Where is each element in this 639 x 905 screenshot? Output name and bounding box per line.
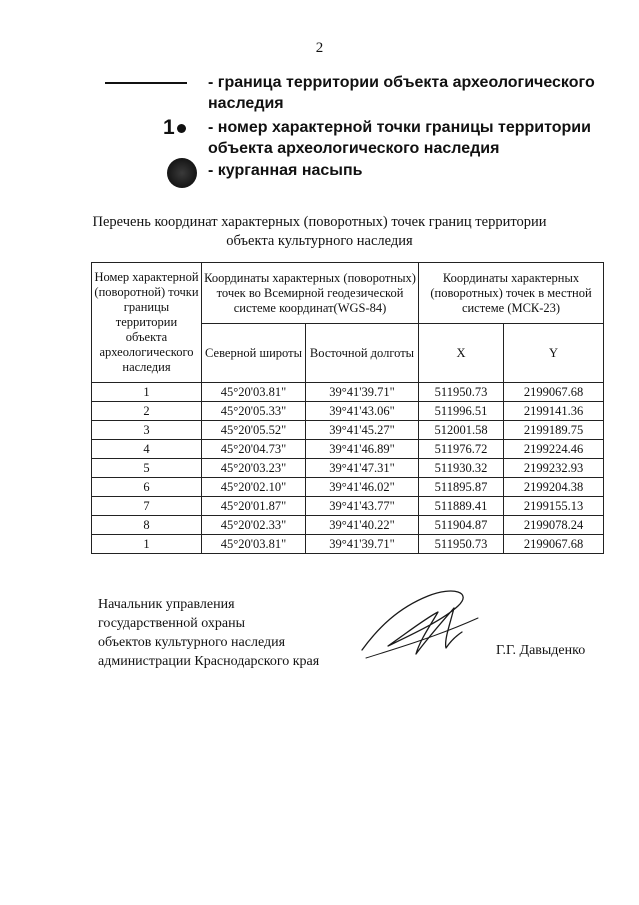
table-row <box>92 459 604 478</box>
cell-point: 1 <box>92 383 202 402</box>
cell-y: 2199224.46 <box>504 440 604 459</box>
cell-point: 4 <box>92 440 202 459</box>
cell-point: 5 <box>92 459 202 478</box>
cell-x: 511950.73 <box>419 535 504 554</box>
cell-y: 2199155.13 <box>504 497 604 516</box>
header-wgs: Координаты характерных (поворотных) точек во Всемирной геодезической системе координат(WGS-84) <box>202 263 419 324</box>
cell-lon: 39°41'46.02" <box>306 478 419 497</box>
table-caption <box>60 213 579 251</box>
cell-lat: 45°20'05.33" <box>202 402 306 421</box>
cell-lon: 39°41'46.89" <box>306 440 419 459</box>
cell-x: 511889.41 <box>419 497 504 516</box>
official-title-line-1: Начальник управления <box>98 597 235 612</box>
cell-x: 511976.72 <box>419 440 504 459</box>
cell-lon: 39°41'40.22" <box>306 516 419 535</box>
official-title-block <box>98 595 319 671</box>
page-number: 2 <box>315 40 324 56</box>
cell-x: 511950.73 <box>419 383 504 402</box>
table-row <box>92 402 604 421</box>
header-y: Y <box>504 324 604 383</box>
cell-y: 2199078.24 <box>504 516 604 535</box>
official-title-line-2: государственной охраны <box>98 616 246 631</box>
cell-lon: 39°41'39.71" <box>306 383 419 402</box>
cell-lat: 45°20'01.87" <box>202 497 306 516</box>
cell-y: 2199141.36 <box>504 402 604 421</box>
legend-point-text: - номер характерной точки границы территории объекта археологического наследия <box>208 119 591 157</box>
cell-y: 2199204.38 <box>504 478 604 497</box>
point-number-icon <box>163 117 203 139</box>
cell-lon: 39°41'39.71" <box>306 535 419 554</box>
table-row <box>92 440 604 459</box>
cell-point: 1 <box>92 535 202 554</box>
table-row <box>92 535 604 554</box>
cell-lon: 39°41'43.06" <box>306 402 419 421</box>
cell-point: 3 <box>92 421 202 440</box>
cell-point: 7 <box>92 497 202 516</box>
cell-lon: 39°41'47.31" <box>306 459 419 478</box>
cell-point: 6 <box>92 478 202 497</box>
cell-point: 2 <box>92 402 202 421</box>
table-row <box>92 383 604 402</box>
cell-x: 511930.32 <box>419 459 504 478</box>
cell-y: 2199189.75 <box>504 421 604 440</box>
cell-y: 2199067.68 <box>504 535 604 554</box>
cell-x: 511895.87 <box>419 478 504 497</box>
official-title-line-4: администрации Краснодарского края <box>98 654 320 669</box>
table-row <box>92 516 604 535</box>
cell-lon: 39°41'43.77" <box>306 497 419 516</box>
point-number-digit: 1 <box>163 116 175 139</box>
handwritten-signature <box>358 588 488 666</box>
legend-mound-text: - курганная насыпь <box>208 162 363 179</box>
table-row <box>92 497 604 516</box>
point-dot-icon <box>177 124 186 133</box>
cell-lat: 45°20'05.52" <box>202 421 306 440</box>
header-longitude: Восточной долготы <box>306 324 419 383</box>
cell-x: 511996.51 <box>419 402 504 421</box>
cell-lat: 45°20'02.33" <box>202 516 306 535</box>
table-row <box>92 421 604 440</box>
cell-lat: 45°20'02.10" <box>202 478 306 497</box>
header-point-number: Номер характерной (поворотной) точки границы территории объекта археологического наследия <box>92 263 202 383</box>
official-title-line-3: объектов культурного наследия <box>98 635 286 650</box>
cell-x: 511904.87 <box>419 516 504 535</box>
header-x: X <box>419 324 504 383</box>
cell-lat: 45°20'03.23" <box>202 459 306 478</box>
boundary-line-icon <box>105 82 187 84</box>
header-msk: Координаты характерных (поворотных) точек в местной системе (МСК-23) <box>419 263 604 324</box>
cell-lat: 45°20'04.73" <box>202 440 306 459</box>
mound-icon <box>167 158 197 188</box>
caption-line-2: объекта культурного наследия <box>226 233 413 249</box>
signatory-name: Г.Г. Давыденко <box>496 643 586 658</box>
cell-x: 512001.58 <box>419 421 504 440</box>
cell-lat: 45°20'03.81" <box>202 383 306 402</box>
legend-boundary-text: - граница территории объекта археологического наследия <box>208 74 595 112</box>
cell-lat: 45°20'03.81" <box>202 535 306 554</box>
cell-lon: 39°41'45.27" <box>306 421 419 440</box>
header-latitude: Северной широты <box>202 324 306 383</box>
coordinates-table <box>91 262 604 554</box>
cell-point: 8 <box>92 516 202 535</box>
table-row <box>92 478 604 497</box>
caption-line-1: Перечень координат характерных (поворотных) точек границ территории <box>92 214 547 230</box>
cell-y: 2199067.68 <box>504 383 604 402</box>
cell-y: 2199232.93 <box>504 459 604 478</box>
